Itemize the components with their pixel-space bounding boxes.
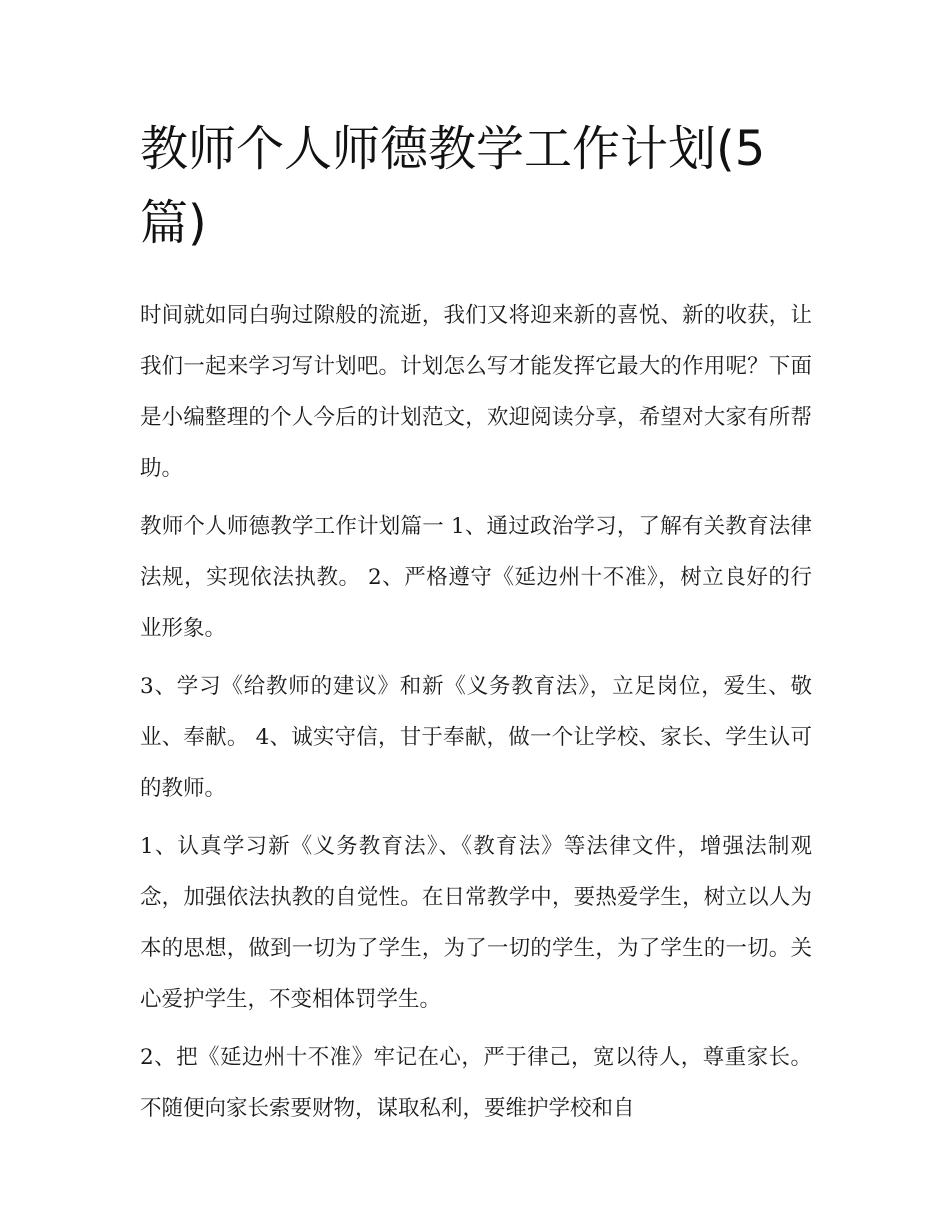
document-title: 教师个人师德教学工作计划(5篇) <box>140 121 766 251</box>
study-paragraph: 3、学习《给教师的建议》和新《义务教育法》，立足岗位，爱生、敬业、奉献。 4、诚实守信，甘于奉献，做一个让学校、家长、学生认可的教师。 <box>140 674 812 801</box>
section-one-paragraph: 教师个人师德教学工作计划篇一 1、通过政治学习，了解有关教育法律法规，实现依法执教。 2、严格遵守《延边州十不准》，树立良好的行业形象。 <box>140 514 812 641</box>
intro-paragraph: 时间就如同白驹过隙般的流逝，我们又将迎来新的喜悦、新的收获，让我们一起来学习写计划吧。计划怎么写才能发挥它最大的作用呢？下面是小编整理的个人今后的计划范文，欢迎阅读分享，希望对大家有所帮助。 <box>140 303 812 481</box>
discipline-paragraph: 2、把《延边州十不准》牢记在心，严于律己，宽以待人，尊重家长。不随便向家长索要财物，谋取私利，要维护学校和自 <box>140 1045 812 1121</box>
document-body <box>140 112 812 1134</box>
law-study-paragraph: 1、认真学习新《义务教育法》、《教育法》等法律文件，增强法制观念，加强依法执教的自觉性。在日常教学中，要热爱学生，树立以人为本的思想，做到一切为了学生，为了一切的学生，为了学生的一切。关心爱护学生，不变相体罚学生。 <box>140 834 812 1012</box>
